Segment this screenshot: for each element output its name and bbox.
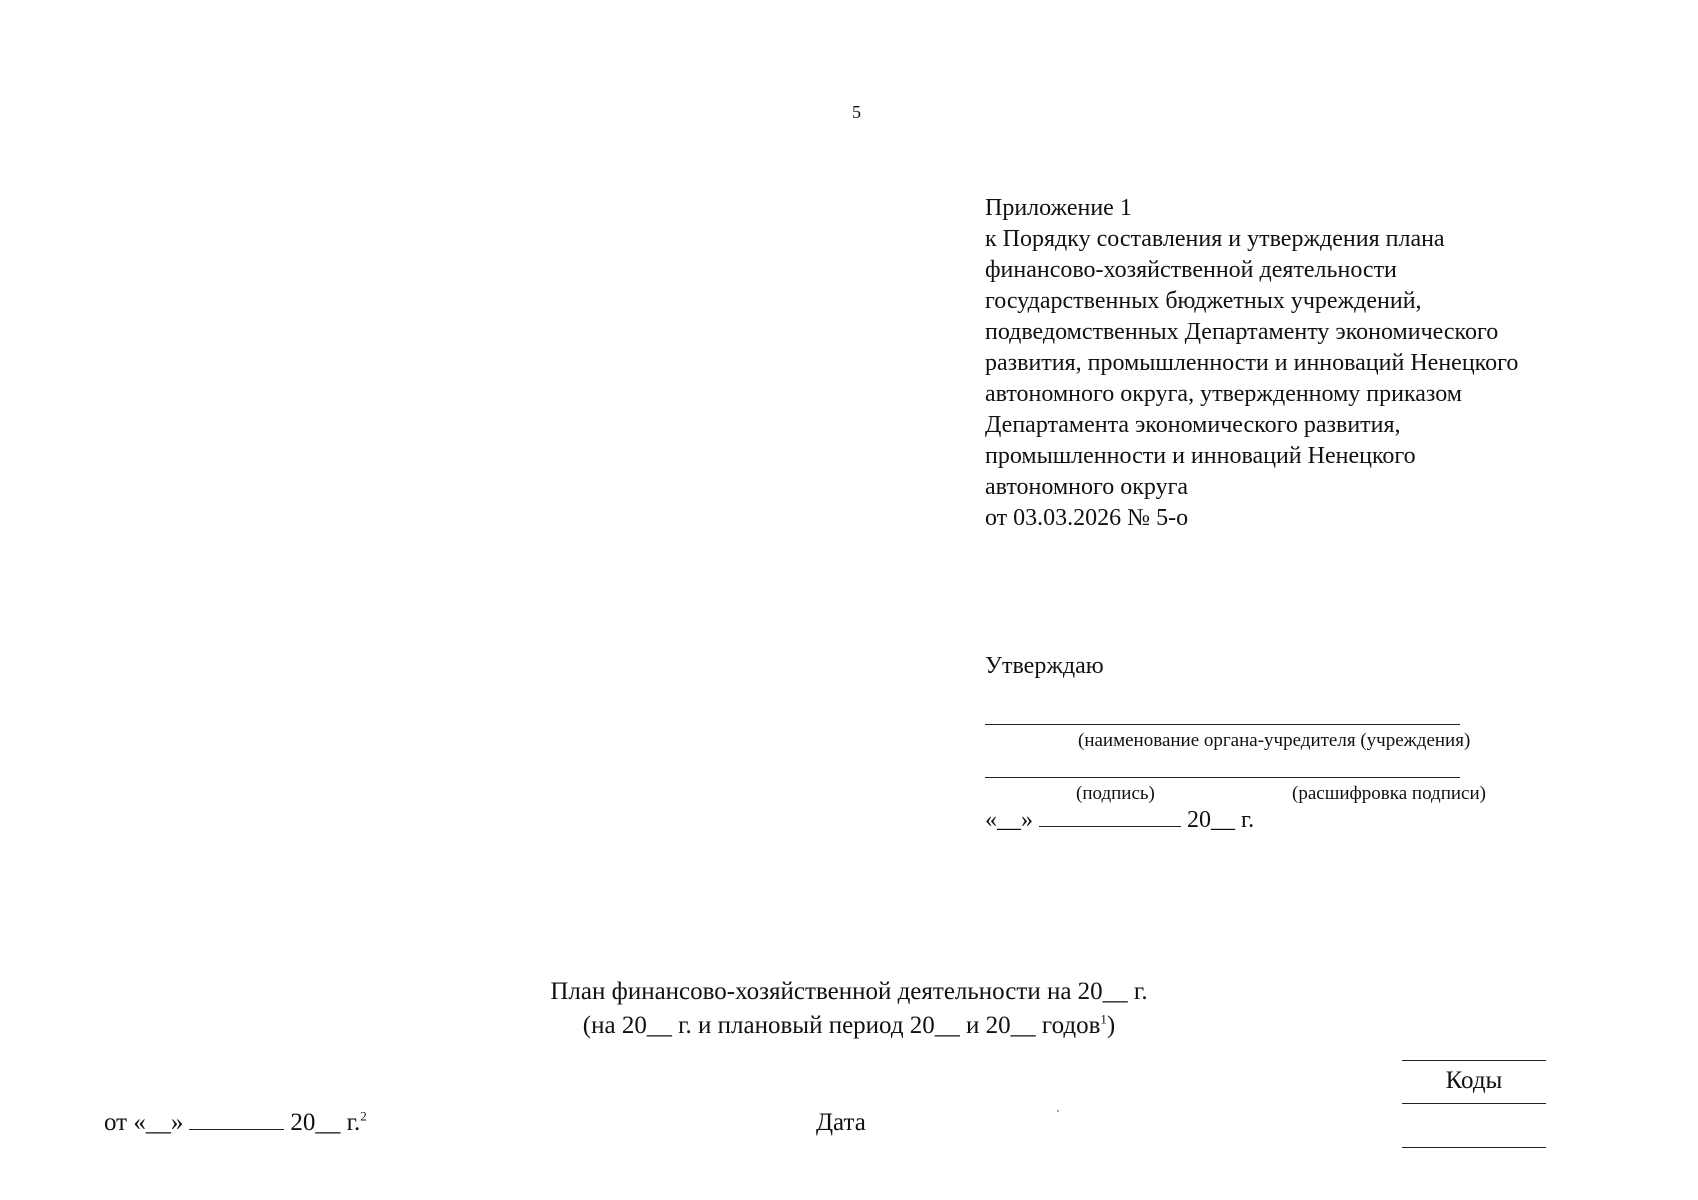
footnote-2-marker: 2 <box>360 1108 367 1124</box>
approval-date-year: 20__ г. <box>1187 807 1255 833</box>
scan-speck <box>1057 1110 1059 1112</box>
document-date-month-blank <box>189 1109 284 1130</box>
appendix-line: финансово-хозяйственной деятельности <box>985 257 1397 283</box>
codes-top-line <box>1402 1060 1546 1061</box>
plan-title-line2 <box>0 1009 1698 1043</box>
appendix-line: развития, промышленности и инноваций Ненецкого <box>985 350 1519 376</box>
document-date-year: 20__ г. <box>290 1109 361 1136</box>
approval-date-day: «__» <box>985 807 1033 833</box>
document-date-day: от «__» <box>104 1109 184 1136</box>
founder-name-line <box>985 724 1460 725</box>
codes-label: Коды <box>1445 1067 1503 1094</box>
codes-date-line <box>1402 1147 1546 1148</box>
page-number: 5 <box>852 102 861 122</box>
appendix-line: автономного округа, утвержденному приказом <box>985 381 1462 407</box>
appendix-line: Департамента экономического развития, <box>985 412 1401 438</box>
approval-date-line <box>985 806 1254 834</box>
approve-title: Утверждаю <box>985 653 1104 679</box>
date-label: Дата <box>816 1109 866 1136</box>
appendix-line: Приложение 1 <box>985 195 1132 221</box>
plan-title-line2-text: (на 20__ г. и плановый период 20__ и 20__ годов <box>582 1012 1101 1039</box>
appendix-line: государственных бюджетных учреждений, <box>985 288 1422 314</box>
signature-decoding-caption: (расшифровка подписи) <box>1292 783 1486 804</box>
approval-date-month-blank <box>1039 806 1181 827</box>
appendix-line: подведомственных Департаменту экономического <box>985 319 1499 345</box>
plan-title-line2-close: ) <box>1106 1012 1116 1039</box>
signature-caption: (подпись) <box>1076 783 1155 804</box>
codes-separator-line <box>1402 1103 1546 1104</box>
appendix-line: к Порядку составления и утверждения плана <box>985 226 1445 252</box>
appendix-line: автономного округа <box>985 474 1189 500</box>
founder-caption: (наименование органа-учредителя (учреждения) <box>1078 730 1471 751</box>
plan-title-line1: План финансово-хозяйственной деятельности на 20__ г. <box>550 978 1148 1005</box>
signature-line <box>985 777 1460 778</box>
appendix-line: промышленности и инноваций Ненецкого <box>985 443 1416 469</box>
footnote-1-marker: 1 <box>1100 1011 1107 1027</box>
appendix-date-line: от 03.03.2026 № 5-о <box>985 505 1189 531</box>
document-date-line <box>104 1109 367 1137</box>
appendix-block <box>985 193 1518 534</box>
